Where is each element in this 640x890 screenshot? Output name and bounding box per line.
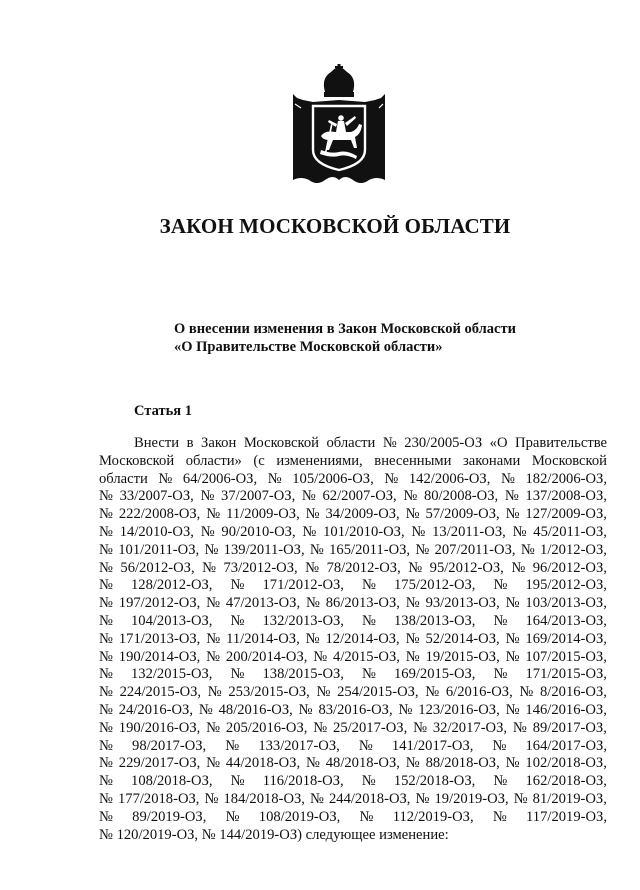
body-word: 8/2016-ОЗ,: [540, 684, 607, 701]
body-word: 230/2005-ОЗ: [404, 435, 483, 451]
body-word: №: [415, 790, 430, 807]
body-word: 254/2015-ОЗ,: [337, 684, 419, 701]
body-word: 13/2011-ОЗ,: [432, 523, 506, 540]
body-word: 103/2013-ОЗ,: [525, 595, 607, 612]
body-word: 102/2018-ОЗ,: [525, 755, 607, 772]
body-word: №: [99, 612, 113, 629]
body-word: 90/2010-ОЗ,: [221, 523, 296, 540]
body-word: 229/2017-ОЗ,: [118, 755, 201, 772]
body-word: №: [361, 773, 376, 790]
body-word: №: [305, 506, 320, 523]
body-word: №: [200, 523, 215, 540]
body-line: [99, 684, 607, 702]
body-word: 141/2017-ОЗ,: [391, 737, 474, 754]
body-word: 190/2016-ОЗ,: [118, 719, 201, 736]
body-word: 123/2016-ОЗ,: [418, 701, 500, 718]
law-subject-line: «О Правительстве Московской области»: [174, 339, 443, 355]
body-word: №: [301, 488, 316, 505]
body-word: 19/2015-ОЗ,: [425, 648, 500, 665]
body-word: 4/2015-ОЗ,: [333, 648, 400, 665]
body-word: №: [225, 737, 240, 754]
body-word: 127/2009-ОЗ,: [525, 506, 607, 523]
body-word: №: [230, 666, 245, 683]
body-word: №: [493, 612, 508, 629]
body-word: 47/2013-ОЗ,: [225, 595, 301, 612]
body-word: №: [99, 648, 113, 665]
body-line: [99, 524, 607, 542]
body-line: [99, 720, 607, 738]
body-word: №: [230, 577, 245, 594]
body-word: №: [413, 719, 428, 736]
body-word: №: [493, 773, 508, 790]
body-word: №: [403, 488, 418, 505]
body-word: №: [99, 488, 113, 505]
body-word: 93/2013-ОЗ,: [425, 595, 500, 612]
body-word: №: [513, 790, 528, 807]
body-word: №: [398, 701, 413, 718]
body-word: 138/2015-ОЗ,: [262, 666, 344, 683]
body-word: №: [99, 523, 113, 540]
body-word: 244/2018-ОЗ,: [328, 790, 411, 807]
body-word: №: [305, 630, 320, 647]
body-word: №: [225, 808, 240, 825]
body-word: 112/2019-ОЗ,: [392, 808, 474, 825]
body-word: №: [511, 559, 526, 576]
body-word: (с: [253, 452, 265, 469]
body-word: 78/2012-ОЗ,: [326, 559, 401, 576]
law-subject: [174, 320, 516, 356]
article-body: [99, 435, 607, 844]
moscow-oblast-coat-of-arms-icon: [291, 64, 387, 190]
body-word: 48/2018-ОЗ,: [325, 755, 400, 772]
body-word: 19/2019-ОЗ,: [434, 790, 509, 807]
body-word: №: [512, 719, 527, 736]
body-word: №: [492, 808, 507, 825]
body-line: [99, 702, 607, 720]
body-word: 200/2014-ОЗ,: [225, 648, 308, 665]
body-word: №: [362, 612, 376, 629]
body-line: [99, 755, 607, 773]
body-word: №: [305, 755, 320, 772]
body-word: Правительстве: [515, 435, 607, 451]
body-word: 98/2017-ОЗ,: [132, 737, 207, 754]
body-word: 56/2012-ОЗ,: [120, 559, 195, 576]
body-word: в: [186, 435, 194, 451]
body-word: 182/2006-ОЗ,: [525, 470, 607, 487]
body-word: №: [99, 506, 113, 523]
body-word: №: [99, 719, 113, 736]
body-line: [99, 738, 607, 756]
body-word: Московской: [531, 452, 607, 469]
body-word: № 120/2019-ОЗ, № 144/2019-ОЗ) следующее изменение:: [99, 826, 449, 843]
body-word: №: [302, 523, 317, 540]
body-word: «О: [489, 435, 508, 451]
body-word: №: [158, 470, 173, 487]
body-word: 184/2018-ОЗ,: [223, 790, 305, 807]
body-word: области: [326, 435, 376, 451]
body-word: №: [520, 541, 535, 558]
body-word: №: [99, 666, 113, 683]
body-word: 164/2013-ОЗ,: [525, 612, 607, 629]
body-word: №: [309, 541, 324, 558]
body-word: 132/2013-ОЗ,: [262, 612, 344, 629]
body-word: 86/2013-ОЗ,: [325, 595, 400, 612]
body-word: внесенными: [374, 452, 452, 469]
body-word: 116/2018-ОЗ,: [262, 773, 344, 790]
body-word: №: [358, 737, 373, 754]
body-word: №: [305, 595, 320, 612]
body-word: 207/2011-ОЗ,: [434, 541, 516, 558]
body-word: №: [493, 666, 508, 683]
body-word: №: [230, 773, 245, 790]
body-word: 177/2018-ОЗ,: [117, 790, 200, 807]
body-word: 169/2014-ОЗ,: [525, 630, 607, 647]
body-word: №: [206, 630, 221, 647]
body-word: №: [492, 737, 507, 754]
body-word: №: [405, 755, 420, 772]
body-word: 152/2018-ОЗ,: [393, 773, 476, 790]
body-word: №: [298, 701, 313, 718]
body-word: 142/2006-ОЗ,: [408, 470, 491, 487]
body-word: 108/2018-ОЗ,: [131, 773, 213, 790]
body-word: №: [313, 648, 328, 665]
body-word: 45/2011-ОЗ,: [533, 523, 607, 540]
body-word: №: [519, 684, 534, 701]
body-word: Внести: [134, 435, 180, 451]
body-word: 44/2018-ОЗ,: [225, 755, 301, 772]
body-line: [99, 453, 607, 471]
body-word: №: [267, 470, 282, 487]
law-subject-line: О внесении изменения в Закон Московской области: [174, 321, 516, 337]
body-line: [99, 577, 607, 595]
body-word: 62/2007-ОЗ,: [322, 488, 397, 505]
body-word: №: [505, 755, 520, 772]
body-word: №: [405, 506, 420, 523]
body-word: 190/2014-ОЗ,: [118, 648, 201, 665]
body-line: [99, 827, 607, 845]
body-word: 169/2015-ОЗ,: [393, 666, 476, 683]
body-word: законами: [463, 452, 521, 469]
body-word: 175/2012-ОЗ,: [393, 577, 476, 594]
body-word: 117/2019-ОЗ,: [526, 808, 607, 825]
body-word: №: [504, 488, 519, 505]
body-word: №: [99, 808, 113, 825]
body-word: №: [204, 790, 219, 807]
body-word: 108/2019-ОЗ,: [258, 808, 341, 825]
body-word: №: [415, 541, 430, 558]
body-word: 107/2015-ОЗ,: [525, 648, 607, 665]
body-word: 171/2012-ОЗ,: [262, 577, 344, 594]
body-word: №: [384, 470, 399, 487]
body-word: №: [99, 773, 113, 790]
body-line: [99, 613, 607, 631]
body-word: №: [198, 701, 213, 718]
body-line: [99, 649, 607, 667]
body-line: [99, 542, 607, 560]
body-word: №: [206, 506, 221, 523]
body-word: №: [99, 701, 113, 718]
body-word: №: [493, 577, 508, 594]
body-word: №: [512, 523, 527, 540]
body-word: 14/2010-ОЗ,: [119, 523, 194, 540]
body-word: №: [99, 684, 113, 701]
body-word: 83/2016-ОЗ,: [318, 701, 393, 718]
body-word: №: [408, 559, 423, 576]
body-word: 197/2012-ОЗ,: [118, 595, 201, 612]
body-word: №: [505, 701, 520, 718]
body-word: 24/2016-ОЗ,: [118, 701, 193, 718]
body-word: 195/2012-ОЗ,: [525, 577, 607, 594]
body-word: №: [230, 612, 245, 629]
body-word: 89/2017-ОЗ,: [532, 719, 607, 736]
body-word: №: [316, 684, 331, 701]
body-word: №: [500, 470, 515, 487]
body-word: Закон: [201, 435, 237, 451]
body-word: 95/2012-ОЗ,: [429, 559, 504, 576]
body-word: 12/2014-ОЗ,: [325, 630, 400, 647]
body-line: [99, 666, 607, 684]
body-word: 64/2006-ОЗ,: [182, 470, 258, 487]
body-word: №: [505, 595, 520, 612]
body-line: [99, 809, 607, 827]
body-word: №: [305, 559, 320, 576]
body-word: 138/2013-ОЗ,: [393, 612, 476, 629]
body-word: №: [405, 595, 420, 612]
body-word: №: [313, 719, 328, 736]
body-word: области: [99, 470, 148, 487]
law-title: ЗАКОН МОСКОВСКОЙ ОБЛАСТИ: [159, 214, 511, 238]
body-word: №: [382, 435, 397, 451]
body-word: 89/2019-ОЗ,: [132, 808, 207, 825]
body-word: 96/2012-ОЗ,: [532, 559, 607, 576]
body-word: №: [99, 577, 113, 594]
body-line: [99, 631, 607, 649]
body-word: 11/2009-ОЗ,: [226, 506, 300, 523]
body-word: 80/2008-ОЗ,: [423, 488, 499, 505]
body-word: №: [206, 755, 221, 772]
body-word: №: [206, 595, 221, 612]
body-word: 88/2018-ОЗ,: [425, 755, 500, 772]
body-line: [99, 506, 607, 524]
body-word: №: [200, 488, 215, 505]
body-line: [99, 488, 607, 506]
body-line: [99, 773, 607, 791]
body-word: 25/2017-ОЗ,: [333, 719, 408, 736]
body-word: 171/2015-ОЗ,: [525, 666, 607, 683]
body-word: №: [505, 648, 520, 665]
body-word: 101/2010-ОЗ,: [323, 523, 405, 540]
body-word: №: [206, 719, 221, 736]
body-word: 57/2009-ОЗ,: [425, 506, 500, 523]
body-word: 33/2007-ОЗ,: [119, 488, 194, 505]
body-word: 253/2015-ОЗ,: [228, 684, 310, 701]
body-word: №: [99, 559, 113, 576]
body-word: области»: [185, 452, 242, 469]
article-heading: Статья 1: [134, 403, 192, 419]
body-line: [99, 560, 607, 578]
body-word: 105/2006-ОЗ,: [292, 470, 374, 487]
body-word: №: [359, 808, 374, 825]
body-word: 37/2007-ОЗ,: [221, 488, 296, 505]
body-line: [99, 435, 607, 453]
body-word: 73/2012-ОЗ,: [223, 559, 298, 576]
body-word: 133/2017-ОЗ,: [258, 737, 340, 754]
body-word: №: [310, 790, 324, 807]
body-word: Московской: [99, 452, 175, 469]
body-word: 224/2015-ОЗ,: [119, 684, 202, 701]
body-word: №: [99, 790, 113, 807]
body-word: 164/2017-ОЗ,: [525, 737, 607, 754]
body-word: 1/2012-ОЗ,: [540, 541, 607, 558]
body-word: №: [411, 523, 426, 540]
body-word: №: [99, 630, 113, 647]
body-word: 162/2018-ОЗ,: [525, 773, 607, 790]
body-word: 104/2013-ОЗ,: [130, 612, 213, 629]
body-word: №: [99, 541, 113, 558]
body-word: №: [362, 666, 376, 683]
body-word: №: [362, 577, 376, 594]
body-word: №: [505, 506, 520, 523]
body-word: 171/2013-ОЗ,: [118, 630, 201, 647]
body-word: 137/2008-ОЗ,: [525, 488, 607, 505]
body-word: Московской: [243, 435, 319, 451]
body-word: изменениями,: [276, 452, 363, 469]
body-word: 81/2019-ОЗ,: [532, 790, 607, 807]
body-word: 52/2014-ОЗ,: [425, 630, 500, 647]
body-word: 11/2014-ОЗ,: [226, 630, 300, 647]
body-word: №: [425, 684, 440, 701]
body-word: 222/2008-ОЗ,: [118, 506, 201, 523]
body-word: №: [405, 630, 420, 647]
body-word: №: [99, 595, 113, 612]
body-word: №: [202, 559, 217, 576]
body-word: 132/2015-ОЗ,: [130, 666, 213, 683]
body-line: [99, 791, 607, 809]
body-word: 48/2016-ОЗ,: [218, 701, 293, 718]
body-word: 34/2009-ОЗ,: [325, 506, 400, 523]
body-word: №: [505, 630, 520, 647]
body-word: №: [207, 684, 222, 701]
body-word: 101/2011-ОЗ,: [118, 541, 200, 558]
body-word: 139/2011-ОЗ,: [223, 541, 305, 558]
body-word: 146/2016-ОЗ,: [525, 701, 607, 718]
body-word: №: [206, 648, 221, 665]
body-line: [99, 595, 607, 613]
body-word: 128/2012-ОЗ,: [130, 577, 213, 594]
body-word: №: [405, 648, 420, 665]
body-word: №: [204, 541, 219, 558]
body-line: [99, 471, 607, 489]
body-word: 32/2017-ОЗ,: [432, 719, 508, 736]
body-word: 165/2011-ОЗ,: [329, 541, 411, 558]
body-word: №: [99, 737, 113, 754]
body-word: 6/2016-ОЗ,: [445, 684, 513, 701]
body-word: №: [99, 755, 113, 772]
body-word: 205/2016-ОЗ,: [225, 719, 308, 736]
